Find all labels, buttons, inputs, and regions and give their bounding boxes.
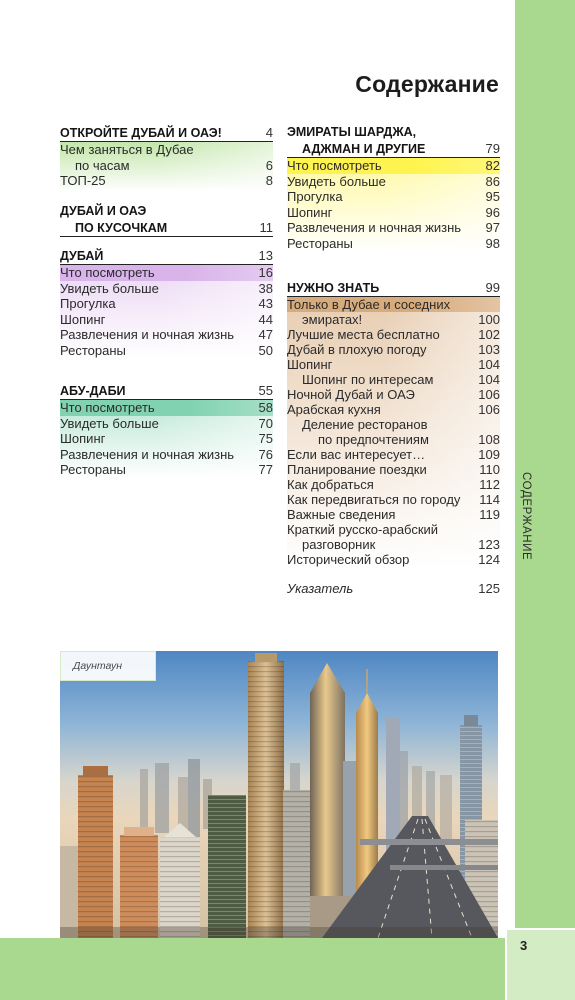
toc-entry bbox=[287, 220, 500, 236]
entry-title: Увидеть больше bbox=[287, 173, 386, 189]
entry-title: Рестораны bbox=[60, 462, 126, 477]
building bbox=[60, 846, 80, 938]
page-number-box bbox=[505, 928, 575, 1000]
entry-title: Что посмотреть bbox=[60, 265, 155, 280]
toc-entry bbox=[60, 431, 273, 447]
entry-page: 86 bbox=[485, 173, 500, 189]
section-title: НУЖНО ЗНАТЬ bbox=[287, 281, 380, 295]
entry-title: Прогулка bbox=[287, 189, 343, 205]
distant-building bbox=[440, 775, 452, 839]
downtown-skyline-illustration bbox=[60, 651, 498, 938]
green-sidebar bbox=[515, 0, 575, 928]
section-page: 55 bbox=[258, 383, 273, 398]
dark-tower-floors bbox=[208, 795, 246, 938]
entry-page: 47 bbox=[258, 327, 273, 343]
section-discover bbox=[60, 125, 273, 189]
entry-page: 102 bbox=[478, 327, 500, 342]
entry-title: эмиратах! bbox=[302, 312, 363, 327]
distant-building bbox=[140, 769, 148, 829]
entry-page: 16 bbox=[258, 265, 273, 280]
section-page: 79 bbox=[485, 140, 500, 156]
section-header bbox=[60, 204, 273, 237]
entry-title: по часам bbox=[75, 157, 130, 173]
entry-page: 109 bbox=[478, 447, 500, 462]
section-page: 99 bbox=[485, 280, 500, 295]
toc-entry bbox=[60, 462, 273, 478]
entry-title: по предпочтениям bbox=[318, 432, 429, 447]
toc-entry bbox=[287, 236, 500, 252]
distant-building bbox=[188, 759, 200, 839]
entries-block bbox=[60, 142, 273, 189]
toc-subentry bbox=[287, 372, 500, 387]
entry-page: 8 bbox=[265, 173, 273, 188]
section-dubai bbox=[60, 248, 273, 359]
entry-page: 110 bbox=[479, 462, 500, 477]
hotel-floors bbox=[120, 835, 158, 938]
tower-crown bbox=[83, 766, 108, 776]
entry-page: 82 bbox=[485, 158, 500, 173]
toc-entry bbox=[287, 552, 500, 567]
entry-title: ТОП-25 bbox=[60, 173, 106, 188]
bottom-green-band bbox=[0, 938, 505, 1000]
entry-page: 98 bbox=[485, 235, 500, 251]
toc-entry bbox=[60, 265, 273, 281]
entry-title: Шопинг bbox=[60, 431, 106, 446]
page-number: 3 bbox=[520, 938, 528, 953]
entry-page: 124 bbox=[478, 552, 500, 567]
entry-title: Чем заняться в Дубае bbox=[60, 142, 194, 157]
toc-entry bbox=[287, 507, 500, 522]
entry-page: 96 bbox=[485, 204, 500, 220]
pointed-glass-tower bbox=[310, 663, 345, 901]
entry-page: 112 bbox=[479, 477, 500, 492]
toc-entry-continued bbox=[287, 312, 500, 327]
section-header bbox=[287, 280, 500, 297]
entry-title: Дубай в плохую погоду bbox=[287, 342, 427, 357]
toc-entry bbox=[60, 343, 273, 359]
entry-title: Что посмотреть bbox=[287, 158, 382, 173]
right-tower-crown bbox=[464, 715, 478, 726]
entry-title: Увидеть больше bbox=[60, 415, 159, 431]
section-title: ДУБАЙ И ОАЭ bbox=[60, 204, 147, 218]
toc-entry bbox=[60, 173, 273, 189]
hotel-top bbox=[124, 827, 154, 836]
entry-page: 77 bbox=[258, 462, 273, 477]
section-page: 13 bbox=[258, 248, 273, 263]
entry-title: Шопинг bbox=[287, 204, 333, 220]
toc-subentry bbox=[287, 417, 500, 432]
entry-title: Планирование поездки bbox=[287, 462, 427, 477]
section-need-to-know bbox=[287, 280, 500, 567]
toc-entry bbox=[60, 447, 273, 463]
section-title-line bbox=[60, 220, 273, 237]
toc-entry bbox=[287, 174, 500, 190]
toc-entry-continued bbox=[60, 158, 273, 174]
distant-building bbox=[155, 763, 169, 833]
entry-title: Развлечения и ночная жизнь bbox=[60, 327, 235, 343]
entry-page: 100 bbox=[478, 312, 500, 327]
section-index bbox=[287, 581, 500, 597]
toc-entry-continued bbox=[287, 537, 500, 552]
section-abu-dhabi bbox=[60, 383, 273, 478]
entry-page: 95 bbox=[485, 189, 500, 205]
toc-entry bbox=[287, 462, 500, 477]
section-title: ПО КУСОЧКАМ bbox=[75, 220, 168, 235]
toc-entry bbox=[60, 142, 273, 158]
entry-page: 75 bbox=[258, 431, 273, 446]
entry-title: Шопинг bbox=[60, 311, 106, 327]
toc-entry bbox=[287, 492, 500, 507]
section-title: ОТКРОЙТЕ ДУБАЙ И ОАЭ! bbox=[60, 126, 222, 140]
entry-title: Исторический обзор bbox=[287, 552, 410, 567]
entries-block bbox=[60, 400, 273, 478]
entry-page: 44 bbox=[258, 311, 273, 327]
entry-page: 114 bbox=[479, 492, 500, 507]
section-header bbox=[287, 125, 500, 158]
toc-entry bbox=[287, 522, 500, 537]
entry-page: 104 bbox=[478, 357, 500, 372]
entry-page: 58 bbox=[258, 400, 273, 415]
section-page: 4 bbox=[265, 125, 273, 140]
toc-entry bbox=[60, 400, 273, 416]
toc-subentry-continued bbox=[287, 432, 500, 447]
toc-entry bbox=[60, 281, 273, 297]
toc-entry bbox=[287, 387, 500, 402]
section-title: АБУ-ДАБИ bbox=[60, 384, 126, 398]
downtown-photo bbox=[60, 651, 498, 938]
photo-caption-text: Даунтаун bbox=[73, 660, 123, 672]
toc-entry bbox=[60, 312, 273, 328]
entry-title: Арабская кухня bbox=[287, 402, 381, 417]
tall-tower-crown bbox=[255, 653, 277, 662]
section-header bbox=[60, 125, 273, 142]
entry-title: Что посмотреть bbox=[60, 400, 155, 415]
entries-block bbox=[287, 158, 500, 252]
toc-right-column bbox=[287, 0, 500, 620]
entries-block bbox=[287, 297, 500, 567]
entry-page: 119 bbox=[479, 507, 500, 522]
toc-entry bbox=[287, 357, 500, 372]
entry-page: 43 bbox=[258, 296, 273, 312]
toc-entry bbox=[287, 158, 500, 174]
entry-page: 125 bbox=[478, 581, 500, 596]
entry-page: 97 bbox=[485, 220, 500, 236]
entry-title: Лучшие места бесплатно bbox=[287, 327, 440, 342]
overpass bbox=[390, 865, 498, 870]
section-title: АДЖМАН И ДРУГИЕ bbox=[302, 141, 426, 156]
building bbox=[386, 717, 400, 851]
toc-entry bbox=[287, 189, 500, 205]
photo-caption bbox=[60, 651, 156, 681]
toc-entry bbox=[287, 342, 500, 357]
entry-title: разговорник bbox=[302, 537, 376, 552]
toc-entry-index bbox=[287, 581, 500, 597]
entry-page: 106 bbox=[478, 387, 500, 402]
entry-page: 70 bbox=[258, 415, 273, 431]
entry-title: Шопинг по интересам bbox=[302, 372, 434, 387]
entry-title: Если вас интересует… bbox=[287, 447, 426, 462]
section-title-line bbox=[287, 125, 500, 141]
entry-title: Ночной Дубай и ОАЭ bbox=[287, 387, 415, 402]
section-by-pieces bbox=[60, 204, 273, 237]
toc-entry bbox=[60, 296, 273, 312]
toc-entry bbox=[60, 416, 273, 432]
section-title: ЭМИРАТЫ ШАРДЖА, bbox=[287, 125, 417, 139]
entry-page: 108 bbox=[478, 432, 500, 447]
entry-title: Рестораны bbox=[287, 235, 353, 251]
section-title-line bbox=[287, 141, 500, 158]
section-title-line bbox=[60, 204, 273, 220]
entry-page: 104 bbox=[478, 372, 500, 387]
entry-title: Развлечения и ночная жизнь bbox=[60, 446, 235, 462]
section-title: ДУБАЙ bbox=[60, 249, 104, 263]
white-building-floors bbox=[160, 837, 200, 938]
entry-title: Шопинг bbox=[287, 357, 333, 372]
entry-title: Краткий русско-арабский bbox=[287, 522, 439, 537]
overpass bbox=[360, 839, 498, 845]
entry-page: 6 bbox=[265, 157, 273, 173]
entry-title: Прогулка bbox=[60, 296, 116, 312]
entry-title: Рестораны bbox=[60, 342, 126, 358]
entry-page: 106 bbox=[478, 402, 500, 417]
ground-shadow bbox=[60, 927, 498, 938]
tower-floors bbox=[78, 775, 113, 938]
entry-title: Указатель bbox=[287, 581, 354, 596]
entries-block bbox=[60, 265, 273, 359]
toc-entry bbox=[287, 327, 500, 342]
entry-title: Как добраться bbox=[287, 477, 374, 492]
section-page: 11 bbox=[259, 219, 273, 235]
toc-entry bbox=[287, 447, 500, 462]
entry-title: Увидеть больше bbox=[60, 280, 159, 296]
section-header bbox=[60, 383, 273, 400]
toc-entry bbox=[287, 205, 500, 221]
toc-left-column bbox=[60, 0, 273, 620]
entry-page: 103 bbox=[478, 342, 500, 357]
entry-page: 38 bbox=[258, 280, 273, 296]
entry-page: 50 bbox=[258, 342, 273, 358]
entry-title: Развлечения и ночная жизнь bbox=[287, 220, 462, 236]
toc-entry bbox=[287, 297, 500, 312]
page-title: Содержание bbox=[355, 71, 499, 97]
section-emirates bbox=[287, 125, 500, 252]
entry-page: 76 bbox=[258, 446, 273, 462]
toc-entry bbox=[287, 477, 500, 492]
entry-page: 123 bbox=[478, 537, 500, 552]
entry-title: Только в Дубае и соседних bbox=[287, 297, 451, 312]
toc-entry bbox=[60, 327, 273, 343]
entry-title: Важные сведения bbox=[287, 507, 396, 522]
tall-tower-floors bbox=[248, 661, 284, 938]
entry-title: Деление ресторанов bbox=[302, 417, 428, 432]
section-header bbox=[60, 248, 273, 265]
sidebar-section-label: СОДЕРЖАНИЕ bbox=[520, 472, 532, 561]
toc-entry bbox=[287, 402, 500, 417]
entry-title: Как передвигаться по городу bbox=[287, 492, 461, 507]
